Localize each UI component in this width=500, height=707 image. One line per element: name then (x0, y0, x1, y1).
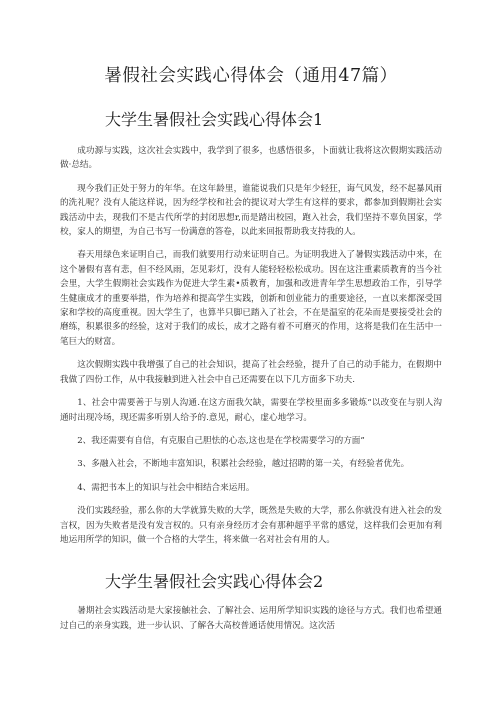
section-heading-2: 大学生暑假社会实践心得体会2 (105, 572, 324, 592)
paragraph: 成功源与实践，这次社会实践中，我学到了很多，也感悟很多，卜面就让我将这次假期实践活动做·总结。 (60, 146, 442, 171)
list-item: 4、需把书本上的知识与社会中相结合来运用。 (77, 482, 255, 493)
section-1-body (60, 144, 442, 547)
list-item: 1、社会中需要善于与别人沟通.在这方面我欠缺，需要在学校里面多多锻炼“以改变在与别人沟通时出现冷场，现还需多听别人给予的.意见，耐心，虚心地学习。 (60, 398, 442, 423)
paragraph: 暑期社会实践活动是大家接触社会、了解社会、运用所学知识实践的途径与方式。我们也希望通过自己的亲身实践，进一步认识、了解各大高校普通话使用情况。这次活 (60, 606, 442, 631)
paragraph: 春天用绿色来证明自己，而我们就要用行动来证明自己。为证明我进入了暑假实践活动中来，在这个暑假有喜有悲，但不经风雨，怎见彩灯，没有人能轻轻松松成功。因在这注重素质教育的当今社会里，大学生假期社会实践作为促进大学生素•质教育，加强和改进青年学生思想政治工作，引导学生健康成才的重要举措，作为培养和提高学生实践，创新和创业能力的重要途径，一直以来都深受国家和学校的高度重视。因大学生了，也算半只脚已踏入了社会，不在是温室的花朵而是要接受社会的磨练，积累很多的经验，这对于我们的成长，成才之路有着不可磨灭的作用，这将是我们在生活中一笔巨大的财富。 (60, 250, 442, 347)
paragraph: 这次假期实践中我增强了自己的社会知识，提高了社会经验，提升了自己的动手能力，在假期中我做了四份工作，从中我接触到进入社会中自己还需要在以下几方面多下功夫. (60, 360, 442, 385)
document-title: 暑假社会实践心得体会（通用47篇） (104, 66, 398, 86)
paragraph: 现今我们正处于努力的年华。在这年龄里，谁能说我们只是年少轻狂，诲气风发，经不起暴风雨的洗礼呢？没有人能这样说，因为经学校和社会的提议对大学生有这样的要求，都参加到假期社会实践活动中去，现我们不是古代所学的封闭思想r,而是踏出校园，跑入社会，我们坚持不辜负国家，学校，家人的期望，为自己书写一份满意的答卷，以此来回报帮助我支持我的人。 (60, 183, 442, 238)
list-item: 2、我还需要有自信，有克服自己胆怯的心态,这也是在学校需要学习的方面” (77, 435, 365, 446)
section-heading-1: 大学生暑假社会实践心得体会1 (105, 110, 324, 129)
paragraph: 没们实践经验，那么你的大学就算失败的大学，既然是失败的大学，那么你就没有进入社会的发言权，因为失败者是没有发言权的。只有亲身经历才会有那种超乎平常的感觉，这样我们会更加有利地运用所学的知识，做一个合格的大学生，将来做一名对社会有用的人。 (60, 506, 442, 545)
section-2-body (60, 604, 442, 633)
list-item: 3、多融入社会，不断地丰富知识，积累社会经验，越过招聘的第一关，有经验者优先。 (77, 459, 410, 470)
